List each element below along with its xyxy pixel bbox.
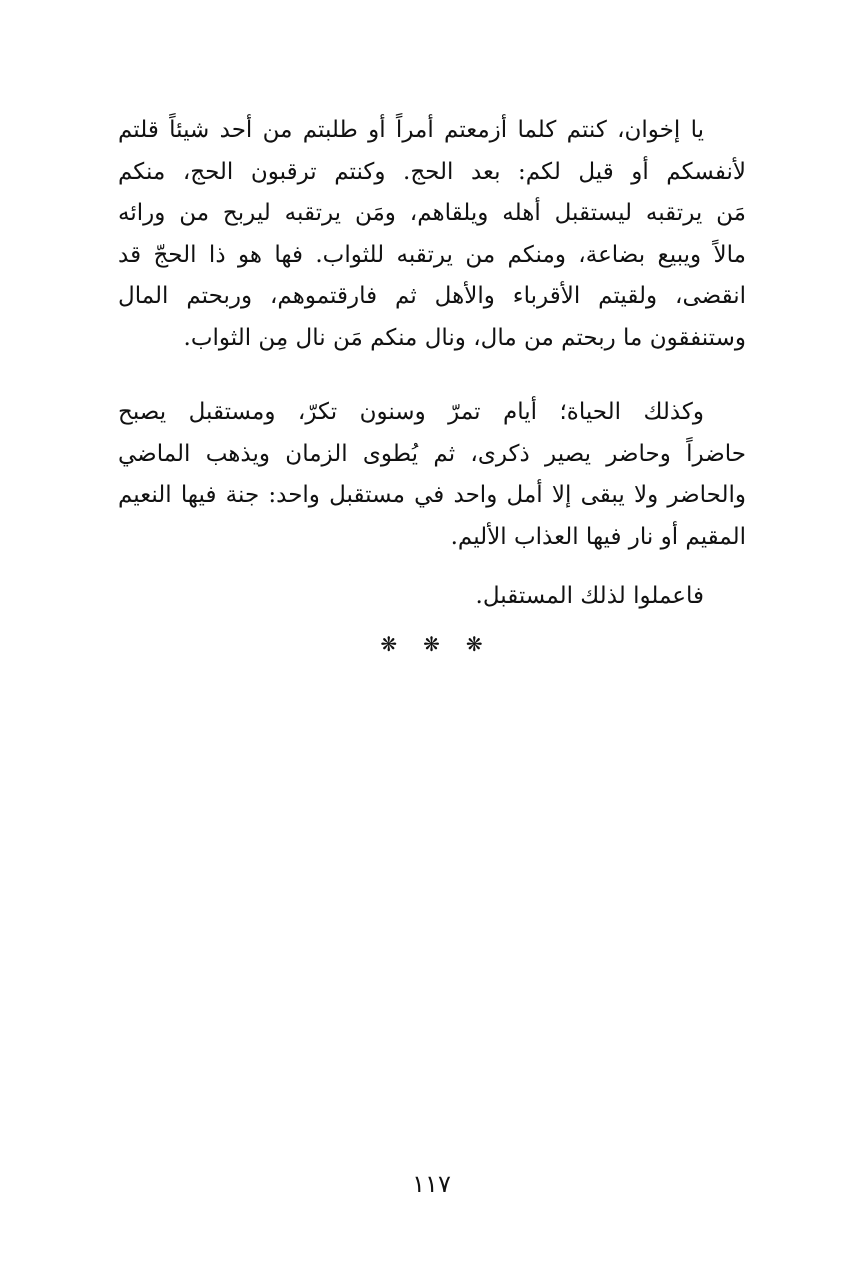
paragraph-2-line-4: المقيم أو نار فيها العذاب الأليم.: [450, 523, 746, 550]
paragraph-1: [118, 110, 746, 359]
paragraph-3: [118, 576, 746, 618]
paragraph-2-line-1: وكذلك الحياة؛ أيام تمرّ وسنون تكرّ، ومستقبل يصبح: [118, 399, 704, 425]
paragraph-1-line-3: مَن يرتقبه ليستقبل أهله ويلقاهم، ومَن يرتقبه ليربح من ورائه: [118, 200, 746, 226]
page-number: ١١٧: [412, 1170, 451, 1198]
paragraph-1-line-4: مالاً ويبيع بضاعة، ومنكم من يرتقبه للثواب. فها هو ذا الحجّ قد: [118, 241, 746, 268]
paragraph-1-line-1: يا إخوان، كنتم كلما أزمعتم أمراً أو طلبتم من أحد شيئاً قلتم: [118, 117, 704, 143]
paragraph-2: [118, 392, 746, 558]
section-divider-ornament: ❋❋❋: [380, 632, 509, 656]
paragraph-3-line-1: فاعملوا لذلك المستقبل.: [475, 583, 704, 609]
paragraph-2-line-3: والحاضر ولا يبقى إلا أمل واحد في مستقبل واحد: جنة فيها النعيم: [118, 482, 747, 508]
paragraph-1-line-5: انقضى، ولقيتم الأقرباء والأهل ثم فارقتموهم، وربحتم المال: [118, 283, 746, 309]
paragraph-2-line-2: حاضراً وحاضر يصير ذكرى، ثم يُطوى الزمان ويذهب الماضي: [118, 440, 746, 467]
paragraph-1-line-2: لأنفسكم أو قيل لكم: بعد الحج. وكنتم ترقبون الحج، منكم: [118, 158, 746, 185]
paragraph-1-line-6: وستنفقون ما ربحتم من مال، ونال منكم مَن نال مِن الثواب.: [183, 324, 746, 351]
